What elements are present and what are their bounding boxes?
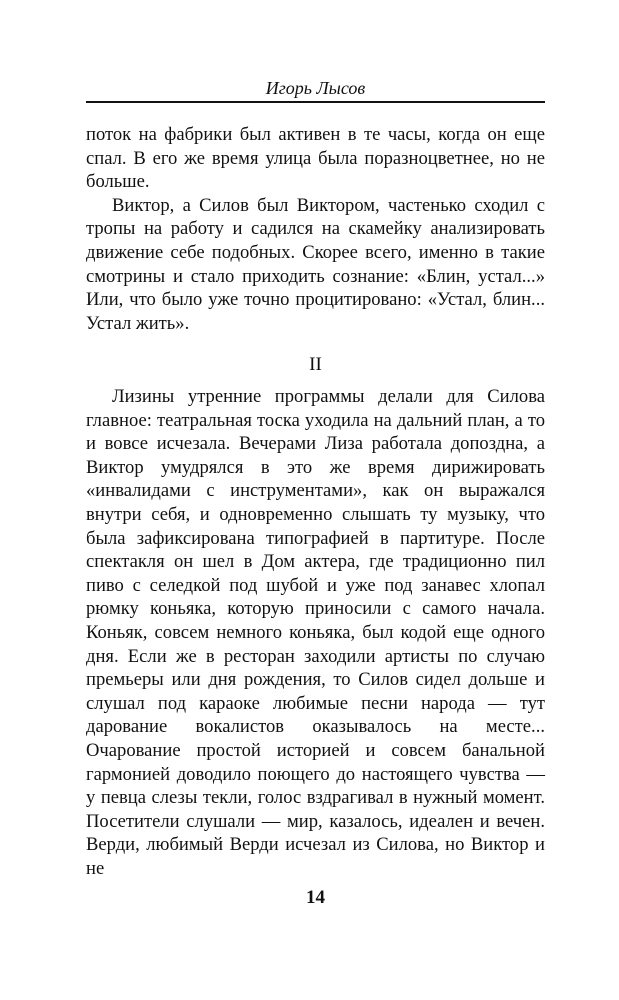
section-heading: II: [309, 354, 322, 375]
text-block-top: [86, 123, 545, 335]
running-header: Игорь Лысов: [265, 78, 366, 98]
text-block-bottom: [86, 385, 545, 880]
header-rule: [86, 101, 545, 103]
paragraph: поток на фабрики был активен в те часы, когда он еще спал. В его же время улица была поразноцветнее, но не больше.: [86, 124, 545, 193]
paragraph: Лизины утренние программы делали для Силова главное: театральная тоска уходила на дальний план, а то и вовсе исчезала. Вечерами Лиза работала допоздна, а Виктор умудрялся в это же время дирижировать «инвалидами с инструментами», как он выражался внутри себя, и одновременно слышать ту музыку, что была зафиксирована типографией в партитуре. После спектакля он шел в Дом актера, где традиционно пил пиво с селедкой под шубой и уже под занавес хлопал рюмку коньяка, которую приносили с самого начала. Коньяк, совсем немного коньяка, был кодой еще одного дня. Если же в ресторан заходили артисты по случаю премьеры или дня рождения, то Силов сидел дольше и слушал под караоке любимые песни народа — тут дарование вокалистов оказывалось на месте... Очарование простой историей и совсем банальной гармонией доводило поющего до настоящего чувства — у певца слезы текли, голос вздрагивал в нужный момент. Посетители слушали — мир, казалось, идеален и вечен. Верди, любимый Верди исчезал из Силова, но Виктор и не: [86, 386, 545, 879]
page-number: 14: [306, 887, 325, 908]
paragraph: Виктор, а Силов был Виктором, частенько сходил с тропы на работу и садился на скамейку анализировать движение себе подобных. Скорее всего, именно в такие смотрины и стало приходить сознание: «Блин, устал...» Или, что было уже точно процитировано: «Устал, блин... Устал жить».: [86, 194, 545, 334]
